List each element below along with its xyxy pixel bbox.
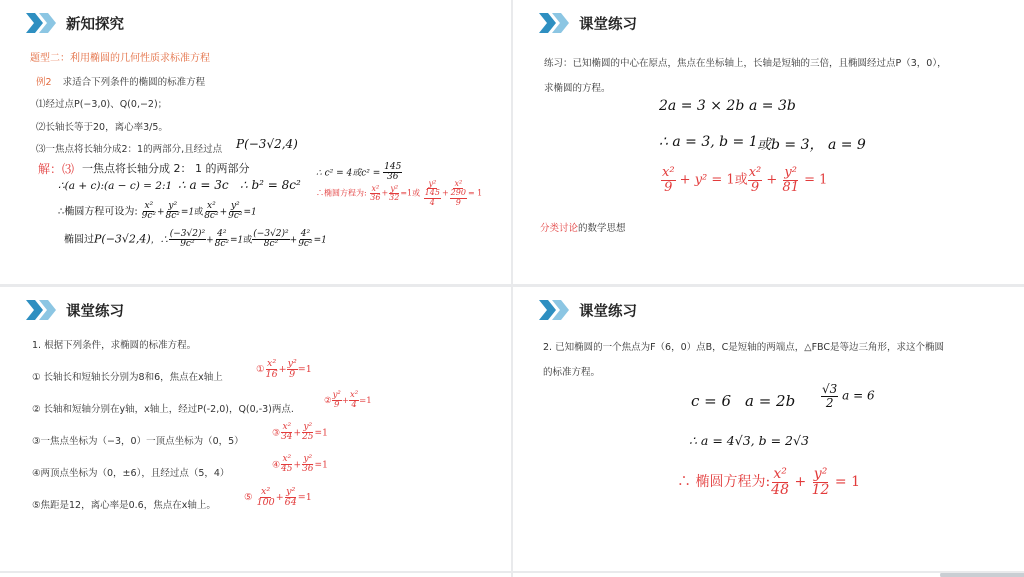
slide-practice-1[interactable]	[513, 0, 1024, 284]
equation-2a-3x2b: 2a = 3 × 2b	[659, 98, 745, 114]
b-squared-equation: ∴ b² = 8c²	[240, 178, 301, 192]
double-chevron-icon	[26, 300, 60, 320]
equation-a2b: a = 2b	[745, 392, 796, 410]
item-1: ⑴经过点P(−3,0)、Q(0,−2)；	[36, 99, 168, 110]
answer-equation: $\frac{\text{x²}}{9}$ + y² = 1或 $\frac{\text{x²}}{9}$ + $\frac{\text{y²}}{81}$ = 1	[662, 165, 828, 195]
equation-sqrt3-over-2: $\frac{√3}{2}$ a = 6	[822, 382, 875, 410]
item-2: ⑵长轴长等于20，离心率3/5。	[36, 122, 168, 133]
double-chevron-icon	[539, 13, 573, 33]
example-text: 求适合下列条件的椭圆的标准方程	[62, 77, 206, 88]
c2-equation: ∴ c² = 4或c² = $\frac{145}{36}$	[316, 162, 402, 183]
problem-line-2: 的标准方程。	[543, 367, 601, 378]
math-idea-note: 的数学思想	[578, 223, 626, 234]
exercise-item-1: ① 长轴长和短轴长分别为8和6，焦点在x轴上	[32, 372, 223, 383]
slide-header	[26, 299, 124, 321]
slide-header	[26, 12, 124, 34]
exercise-answer-5: ⑤ $\frac{\text{x²}}{100}$ + $\frac{\text{y²}}{64}$ =1	[244, 486, 312, 508]
decorative-shape	[940, 573, 1024, 577]
slide-header	[539, 299, 637, 321]
slide-header	[539, 12, 637, 34]
exercise-answer-2: ② $\frac{\text{y²}}{9}$ + $\frac{\text{x²}}{4}$ =1	[324, 390, 372, 410]
type-title: 题型二：利用椭圆的几何性质求标准方程	[30, 53, 210, 64]
equation-c6: c = 6	[691, 392, 732, 410]
header-title: 新知探究	[66, 16, 124, 33]
assumed-equation: ∴椭圆方程可设为: $\frac{\text{x²}}{\text{9c²}}$ + $\frac{\text{y²}}{\text{8c²}}$ =1或 $\frac{\text{x²}}{\text{8c²}}$ + $\frac{\text{y²}}{\text{9c²}}$ =1	[58, 201, 257, 222]
item-3: ⑶一焦点将长轴分成2：1的两部分,且经过点	[36, 144, 223, 155]
equation-a-3b: a = 3b	[749, 98, 796, 114]
exercise-intro: 1. 根据下列条件，求椭圆的标准方程。	[32, 340, 197, 351]
header-title: 课堂练习	[579, 16, 637, 33]
passing-point-equation: 椭圆过P(−3√2,4)，∴ $\frac{\text{(−3√2)²}}{\text{9c²}}$ + $\frac{\text{4²}}{\text{8c²}}$ =1或 $\frac{\text{(−3√2)²}}{\text{8c²}}$ + $\frac{\text{4²}}{\text{9c²}}$ =1	[64, 229, 327, 250]
exercise-answer-1: ① $\frac{\text{x²}}{16}$ + $\frac{\text{y²}}{9}$ =1	[256, 358, 312, 380]
a-equals-3c: ∴ a = 3c	[178, 178, 229, 192]
double-chevron-icon	[539, 300, 573, 320]
slide-new-knowledge[interactable]	[0, 0, 511, 284]
double-chevron-icon	[26, 13, 60, 33]
final-answer: ∴ 椭圆方程为: $\frac{\text{x²}}{48}$ + $\frac{\text{y²}}{12}$ = 1	[677, 466, 861, 498]
exercise-item-2: ② 长轴和短轴分别在y轴，x轴上，经过P(-2,0)，Q(0,-3)两点.	[32, 404, 294, 415]
problem-line-1: 练习：已知椭圆的中心在原点，焦点在坐标轴上，长轴是短轴的三倍，且椭圆经过点P（3，0），	[544, 58, 947, 69]
item-3-point: P(−3√2,4)	[236, 137, 298, 151]
classification-note: 分类讨论	[540, 223, 579, 234]
ellipse-equations-red: ∴椭圆方程为: $\frac{\text{x²}}{36}$ + $\frac{\text{y²}}{32}$ =1或 $\frac{\text{y²}}{\frac{145}{4}}$ + $\frac{\text{x²}}{\frac{290}{9}}$ = 1	[316, 179, 483, 207]
problem-line-1: 2. 已知椭圆的一个焦点为F（6，0）点B，C是短轴的两端点，△FBC是等边三角形，求这个椭圆	[543, 342, 945, 353]
exercise-item-3: ③一焦点坐标为（−3，0）一顶点坐标为（0，5）	[32, 436, 244, 447]
header-title: 课堂练习	[579, 303, 637, 320]
next-slide-right[interactable]	[513, 573, 1024, 577]
equation-a3-b1: ∴ a = 3, b = 1	[659, 134, 758, 150]
exercise-item-4: ④两顶点坐标为（0，±6），且经过点（5，4）	[32, 468, 230, 479]
exercise-answer-4: ④ $\frac{\text{x²}}{45}$ + $\frac{\text{y²}}{36}$ =1	[272, 454, 328, 475]
slide-practice-2[interactable]	[0, 287, 511, 571]
exercise-answer-3: ③ $\frac{\text{x²}}{34}$ + $\frac{\text{y²}}{25}$ =1	[272, 422, 328, 443]
solution-text: 一焦点将长轴分成 2： 1 的两部分	[82, 162, 250, 175]
equation-b3-a9: 或b = 3， a = 9	[757, 137, 866, 153]
next-slide-left[interactable]	[0, 573, 511, 577]
problem-line-2: 求椭圆的方程。	[544, 83, 611, 94]
slide-practice-3[interactable]	[513, 287, 1024, 571]
ratio-equation: ∴(a + c):(a − c) = 2:1	[58, 180, 173, 192]
exercise-item-5: ⑤焦距是12，离心率是0.6，焦点在x轴上。	[32, 500, 216, 511]
equation-a-b-values: ∴ a = 4√3, b = 2√3	[689, 433, 809, 448]
solution-label: 解：⑶	[38, 162, 75, 176]
example-label: 例2	[36, 77, 52, 88]
header-title: 课堂练习	[66, 303, 124, 320]
